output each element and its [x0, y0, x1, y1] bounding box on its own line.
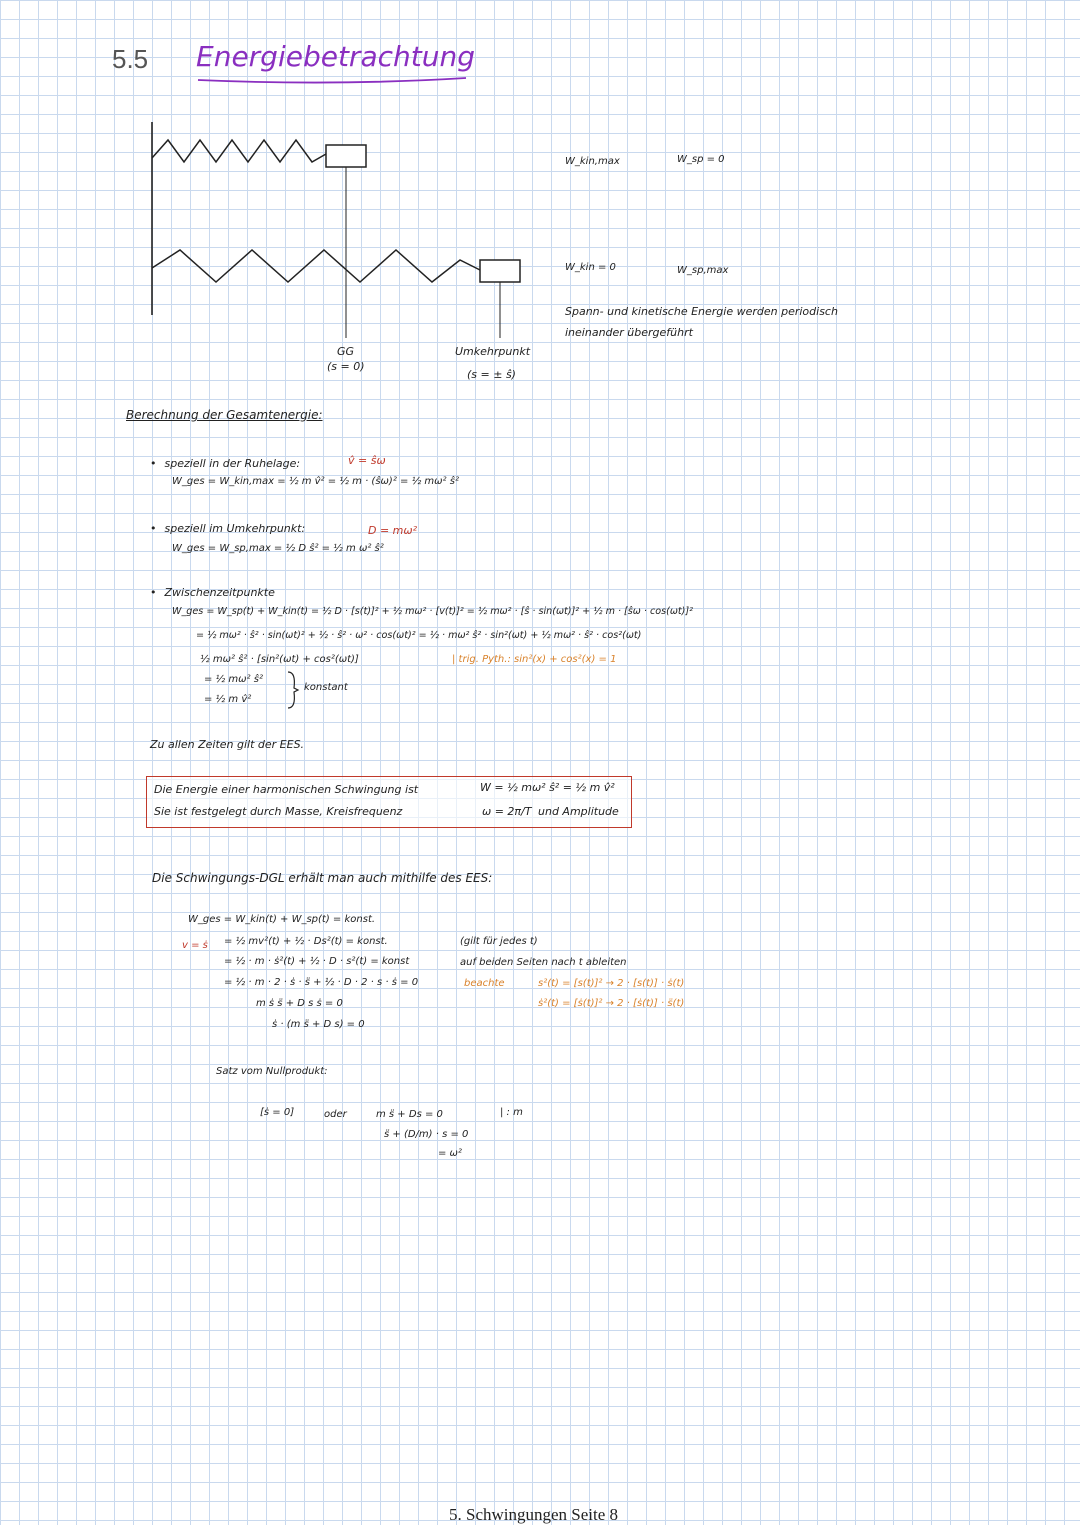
section-number: 5.5 — [112, 44, 149, 74]
energy-note-line2: ineinander übergeführt — [565, 326, 693, 339]
w-sp-max: W_sp,max — [677, 265, 729, 276]
result-eq-1: m s̈ + Ds = 0 — [376, 1109, 443, 1120]
ruhelage-equation: W_ges = W_kin,max = ½ m v̂² = ½ m · (ŝω)² = ½ mω² ŝ² — [172, 476, 459, 487]
trig-pyth-note: | trig. Pyth.: sin²(x) + cos²(x) = 1 — [452, 654, 617, 665]
hint-d — [368, 524, 417, 537]
result-eq-2: s̈ + (D/m) · s = 0 — [384, 1129, 469, 1140]
w-kin-max: W_kin,max — [565, 156, 620, 167]
box-line2-text: Sie ist festgelegt durch Masse, Kreisfrequenz — [154, 805, 403, 818]
dgl-eq-5: m ṡ s̈ + D s ṡ = 0 — [256, 998, 343, 1009]
dgl-eq-3: = ½ · m · ṡ²(t) + ½ · D · s²(t) = konst — [224, 956, 410, 967]
umkehr-label: Umkehrpunkt — [455, 345, 531, 358]
konstant-brace — [286, 670, 300, 710]
mass-block-bottom — [480, 260, 520, 282]
umkehrpunkt-equation: W_ges = W_sp,max = ½ D ŝ² = ½ m ω² ŝ² — [172, 543, 384, 554]
dgl-eq-2: = ½ mv²(t) + ½ · Ds²(t) = konst. — [224, 936, 388, 947]
w-kin-zero: W_kin = 0 — [565, 262, 616, 273]
gg-sub: (s = 0) — [327, 360, 365, 373]
zwischen-eq-2: = ½ mω² · ŝ² · sin(ωt)² + ½ · ŝ² · ω² · cos(ωt)² = ½ · mω² ŝ² · sin²(ωt) + ½ mω² · ŝ² · cos²(ωt) — [196, 630, 642, 641]
dgl-eq-6: ṡ · (m s̈ + D s) = 0 — [272, 1019, 365, 1030]
divide-by-m: | : m — [500, 1107, 523, 1118]
beachte-label: beachte — [464, 978, 505, 989]
zwischen-label-text: Zwischenzeitpunkte — [164, 586, 275, 599]
v-equals-sdot: v = ṡ — [182, 940, 208, 951]
ees-statement: Zu allen Zeiten gilt der EES. — [150, 738, 305, 751]
omega-squared-note: = ω² — [438, 1148, 462, 1159]
dgl-eq-1: W_ges = W_kin(t) + W_sp(t) = konst. — [188, 914, 376, 925]
zwischen-eq-4: = ½ mω² ŝ² — [204, 674, 263, 685]
konstant-label: konstant — [304, 682, 348, 693]
zwischen-eq-5: = ½ m v̂² — [204, 694, 252, 705]
hint-d-text: D = mω² — [368, 524, 418, 537]
spring-stretched — [152, 250, 480, 282]
satz-nullprodukt: Satz vom Nullprodukt: — [216, 1066, 328, 1077]
box-line1-formula: W = ½ mω² ŝ² = ½ m v̂² — [480, 781, 615, 794]
result-sdot-zero: [ṡ = 0] — [260, 1107, 295, 1118]
zwischen-eq-3: ½ mω² ŝ² · [sin²(ωt) + cos²(ωt)] — [200, 654, 359, 665]
umkehrpunkt-label — [150, 522, 305, 535]
beachte-eq-2: ṡ²(t) = [ṡ(t)]² → 2 · [ṡ(t)] · s̈(t) — [538, 998, 685, 1009]
mass-block-top — [326, 145, 366, 167]
beachte-eq-1: s²(t) = [s(t)]² → 2 · [s(t)] · ṡ(t) — [538, 978, 685, 989]
note-ableiten: auf beiden Seiten nach t ableiten — [460, 957, 627, 968]
dgl-eq-4: = ½ · m · 2 · ṡ · s̈ + ½ · D · 2 · s · ṡ = 0 — [224, 977, 419, 988]
energy-note-line1: Spann- und kinetische Energie werden periodisch — [565, 305, 838, 318]
box-line2-end: und Amplitude — [538, 805, 619, 818]
page-footer: 5. Schwingungen Seite 8 — [449, 1505, 619, 1524]
gg-label: GG — [337, 345, 355, 358]
box-line2-omega: ω = 2π/T — [482, 805, 532, 818]
oder-label: oder — [324, 1109, 347, 1120]
section-heading-total-energy: Berechnung der Gesamtenergie: — [126, 408, 323, 422]
ruhelage-label — [150, 457, 300, 470]
umkehr-sub: (s = ± ŝ) — [467, 368, 516, 381]
hint-v-hat-text: v̂ = ŝω — [348, 454, 386, 467]
box-line1-text: Die Energie einer harmonischen Schwingung ist — [154, 783, 419, 796]
ruhelage-label-text: speziell in der Ruhelage: — [164, 457, 301, 470]
spring-compressed — [152, 140, 326, 162]
umkehrpunkt-label-text: speziell im Umkehrpunkt: — [164, 522, 306, 535]
section-heading-dgl: Die Schwingungs-DGL erhält man auch mithilfe des EES: — [152, 871, 493, 885]
zwischen-label — [150, 586, 275, 599]
zwischen-eq-1: W_ges = W_sp(t) + W_kin(t) = ½ D · [s(t)]² + ½ mω² · [v(t)]² = ½ mω² · [ŝ · sin(ωt)]² + ½ m · [ŝω · cos(ωt)]² — [172, 606, 693, 617]
page-title: Energiebetrachtung — [196, 40, 475, 73]
title-underline — [196, 74, 476, 94]
note-jedes-t: (gilt für jedes t) — [460, 936, 538, 947]
w-sp-zero: W_sp = 0 — [677, 154, 725, 165]
hint-v-hat — [348, 454, 386, 467]
